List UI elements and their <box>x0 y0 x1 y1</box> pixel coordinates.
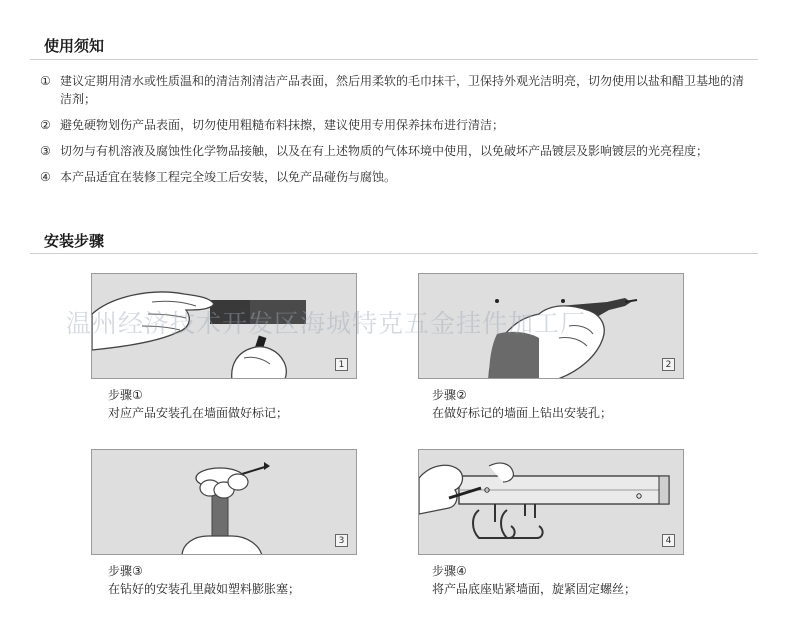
step-4-label: 步骤④ <box>432 564 467 578</box>
step-4-illustration <box>418 449 684 555</box>
note-number: ④ <box>40 170 51 184</box>
step-badge: 3 <box>335 534 348 547</box>
step-2-label: 步骤② <box>432 388 467 402</box>
step-badge: 2 <box>662 358 675 371</box>
note-2 <box>40 116 752 134</box>
step-3-illustration <box>91 449 357 555</box>
note-text: 建议定期用清水或性质温和的清洁剂清洁产品表面，然后用柔软的毛巾抹干，卫保持外观光洁明亮，切勿使用以盐和醋卫基地的清洁剂； <box>60 74 745 106</box>
step-2-desc: 在做好标记的墙面上钻出安装孔； <box>432 406 613 420</box>
note-text: 避免硬物划伤产品表面，切勿使用粗糙布料抹擦，建议使用专用保养抹布进行清洁； <box>60 118 505 132</box>
step-badge: 1 <box>335 358 348 371</box>
note-text: 本产品适宜在装修工程完全竣工后安装，以免产品碰伤与腐蚀。 <box>60 170 397 184</box>
note-1 <box>40 72 752 108</box>
note-text: 切勿与有机溶液及腐蚀性化学物品接触，以及在有上述物质的气体环境中使用，以免破坏产品镀层及影响镀层的光亮程度； <box>60 144 709 158</box>
hammer-icon <box>92 450 357 555</box>
watermark-text: 温州经济技术开发区海城特克五金挂件加工厂 <box>66 309 587 338</box>
note-4 <box>40 168 752 186</box>
step-3-desc: 在钻好的安装孔里敲如塑料膨胀塞； <box>108 582 301 596</box>
step-1-desc: 对应产品安装孔在墙面做好标记； <box>108 406 289 420</box>
usage-notes <box>40 72 752 194</box>
step-1-label: 步骤① <box>108 388 143 402</box>
step-2-illustration <box>418 273 684 379</box>
usage-divider <box>30 59 758 60</box>
install-title: 安装步骤 <box>44 232 105 250</box>
marking-hand-icon <box>92 274 357 379</box>
drill-icon <box>419 274 684 379</box>
note-number: ① <box>40 74 51 88</box>
step-4-desc: 将产品底座贴紧墙面，旋紧固定螺丝； <box>432 582 637 596</box>
step-badge: 4 <box>662 534 675 547</box>
usage-title: 使用须知 <box>44 37 105 55</box>
screwdriver-icon <box>419 450 684 555</box>
install-divider <box>30 253 758 254</box>
step-3-label: 步骤③ <box>108 564 143 578</box>
note-3 <box>40 142 752 160</box>
note-number: ③ <box>40 144 51 158</box>
step-1-illustration <box>91 273 357 379</box>
note-number: ② <box>40 118 51 132</box>
